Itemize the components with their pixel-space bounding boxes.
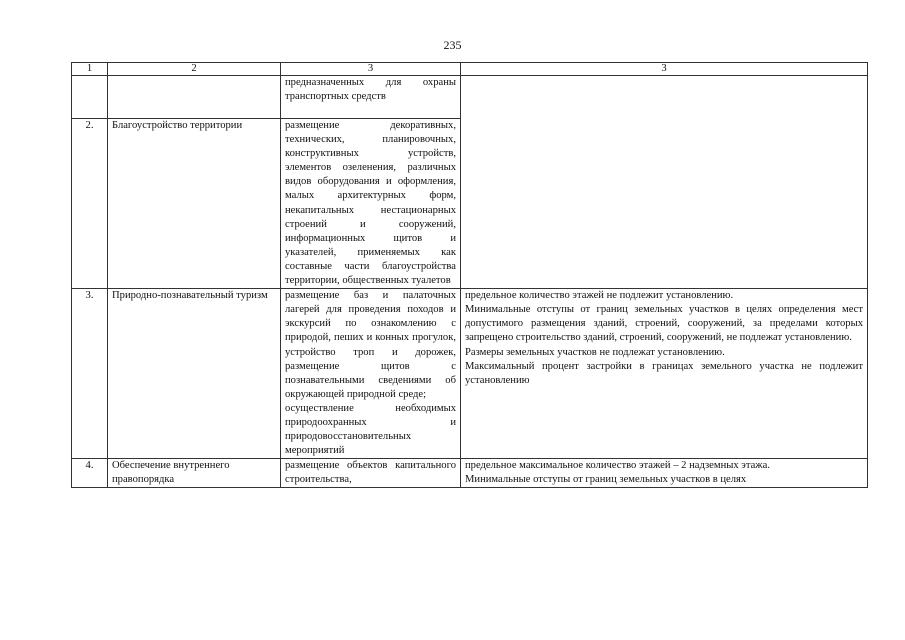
description-paragraph: осуществление необходимых природоохранных и природовосстановительных мероприятий [285, 402, 456, 457]
description-paragraph: размещение баз и палаточных лагерей для проведения походов и экскурсий по ознакомлению с природой, пеших и конных прогулок, устройство троп и дорожек, размещение щитов с познавательными сведениями об окружающей природной среде; [285, 290, 456, 400]
regulations-table [71, 62, 868, 488]
description-paragraph: предназначенных для охраны транспортных средств [285, 77, 456, 103]
description-paragraph: размещение объектов капитального строительства, [285, 460, 456, 486]
page-number: 235 [443, 38, 462, 52]
row-number [72, 76, 108, 119]
table-header-row [72, 63, 868, 76]
row-name [108, 76, 281, 119]
header-cell-4: 3 [461, 63, 868, 76]
header-cell-2: 2 [108, 63, 281, 76]
parameter-paragraph: Максимальный процент застройки в границах земельного участка не подлежит установлению [465, 360, 863, 386]
row-number: 2. [72, 119, 108, 289]
row-parameters [461, 289, 868, 459]
row-parameters [461, 76, 868, 289]
row-description [281, 76, 461, 119]
table-row [72, 459, 868, 488]
row-name: Благоустройство территории [108, 119, 281, 289]
parameter-paragraph: Размеры земельных участков не подлежат установлению. [465, 346, 725, 358]
table-row [72, 76, 868, 119]
header-cell-3: 3 [281, 63, 461, 76]
parameter-paragraph: Минимальные отступы от границ земельных участков в целях [465, 474, 747, 486]
header-cell-1: 1 [72, 63, 108, 76]
row-description [281, 119, 461, 289]
row-number: 4. [72, 459, 108, 488]
table-row [72, 289, 868, 459]
parameter-paragraph: предельное максимальное количество этажей – 2 надземных этажа. [465, 460, 770, 472]
row-number: 3. [72, 289, 108, 459]
description-paragraph: размещение декоративных, технических, планировочных, конструктивных устройств, элементов озеленения, различных видов оборудования и оформления, малых архитектурных форм, некапитальных нестационарных строений и сооружений, информационных щитов и указателей, применяемых как составные части благоустройства территории, общественных туалетов [285, 120, 456, 287]
parameter-paragraph: предельное количество этажей не подлежит установлению. [465, 290, 734, 302]
row-name: Обеспечение внутреннего правопорядка [108, 459, 281, 488]
parameter-paragraph: Минимальные отступы от границ земельных участков в целях определения мест допустимого размещения зданий, строений, сооружений, за пределами которых запрещено строительство зданий, строений, сооружений, не подлежат установлению. [465, 304, 863, 344]
row-description [281, 459, 461, 488]
row-parameters [461, 459, 868, 488]
row-description [281, 289, 461, 459]
row-name: Природно-познавательный туризм [108, 289, 281, 459]
